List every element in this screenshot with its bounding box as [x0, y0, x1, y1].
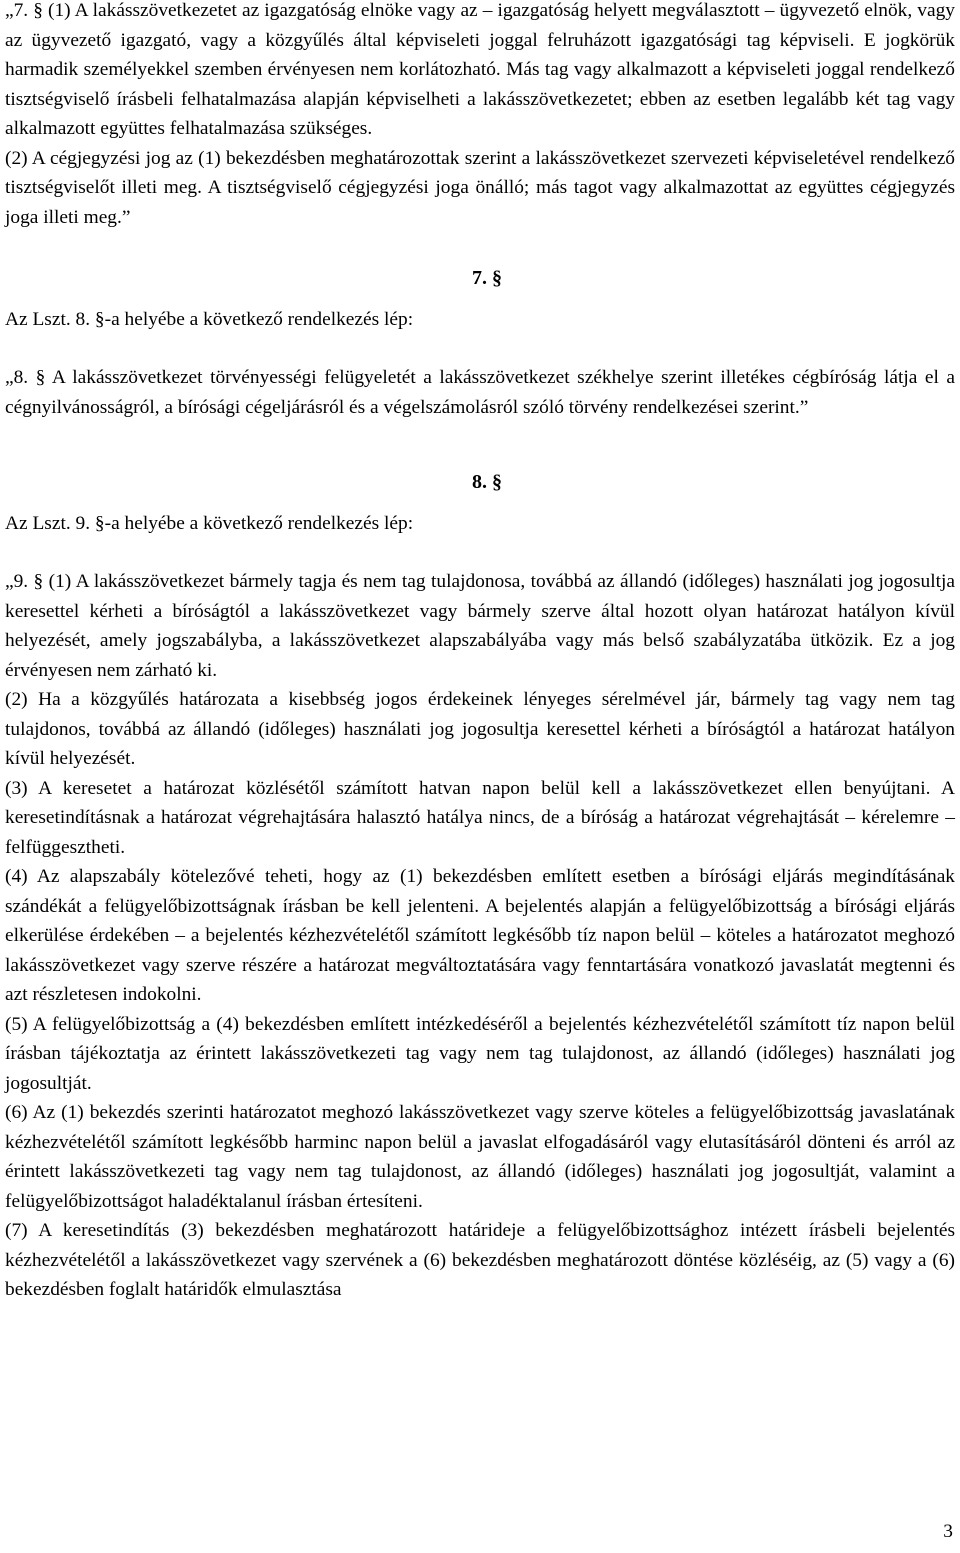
section-heading-8: 8. § — [472, 471, 502, 493]
paragraph: (2) Ha a közgyűlés határozata a kisebbség jogos érdekeinek lényeges sérelmével jár, bármely tag vagy nem tag tulajdonos, továbbá az állandó (időleges) használati jog jogosultja keresettel kérheti a bíróságtól a határozat hatályon kívül helyezését. — [5, 689, 955, 769]
paragraph: (7) A keresetindítás (3) bekezdésben meghatározott határideje a felügyelőbizottsághoz intézett írásbeli bejelentés kézhezvételétől a lakásszövetkezet vagy szervének a (6) bekezdésben meghatározott döntése közléséig, az (5) vagy a (6) bekezdésben foglalt határidők elmulasztása — [5, 1220, 955, 1300]
section-9-text — [5, 567, 955, 1305]
amendment-intro-8: Az Lszt. 8. §-a helyébe a következő rendelkezés lép: — [5, 309, 414, 330]
section-8-text — [5, 363, 955, 422]
paragraph: „9. § (1) A lakásszövetkezet bármely tagja és nem tag tulajdonosa, továbbá az állandó (időleges) használati jog jogosultja keresettel kérheti a bíróságtól a lakásszövetkezet vagy bármely szerve által hozott olyan határozat hatályon kívül helyezését, amely jogszabályba, a lakásszövetkezet alapszabályába vagy más belső szabályzatába ütközik. Ez a jog érvényesen nem zárható ki. — [5, 571, 955, 681]
section-heading-7: 7. § — [472, 267, 502, 289]
paragraph: (4) Az alapszabály kötelezővé teheti, hogy az (1) bekezdésben említett esetben a bírósági eljárás megindításának szándékát a felügyelőbizottságnak írásban be kell jelenteni. A bejelentés alapján a felügyelőbizottság a bírósági eljárás elkerülése érdekében – a bejelentés kézhezvételétől számított legkésőbb tíz napon belül – köteles a határozatot meghozó lakásszövetkezet vagy szerve részére a határozat megváltoztatására vagy fenntartására vonatkozó javaslatát megtenni és azt részletesen indokolni. — [5, 866, 955, 1005]
paragraph: (6) Az (1) bekezdés szerinti határozatot meghozó lakásszövetkezet vagy szerve köteles a felügyelőbizottság javaslatának kézhezvételétől számított legkésőbb harminc napon belül a javaslat elfogadásáról vagy elutasításáról dönteni és arról az érintett lakásszövetkezeti tag vagy nem tag tulajdonost, az állandó (időleges) használati jog jogosultját, valamint a felügyelőbizottságot haladéktalanul írásban értesíteni. — [5, 1102, 955, 1212]
paragraph: (3) A keresetet a határozat közlésétől számított hatvan napon belül kell a lakásszövetkezet ellen benyújtani. A keresetindításnak a határozat végrehajtására halasztó hatálya nincs, de a bíróság a határozat végrehajtását – kérelemre – felfüggesztheti. — [5, 777, 955, 858]
page-number: 3 — [943, 1521, 953, 1542]
paragraph: „7. § (1) A lakásszövetkezetet az igazgatóság elnöke vagy az – igazgatóság helyett megválasztott – ügyvezető elnök, vagy az ügyvezető igazgató, vagy a közgyűlés által képviseleti joggal felruházott igazgatósági tag képviseli. E jogkörük harmadik személyekkel szemben érvényesen nem korlátozható. Más tag vagy alkalmazott a képviseleti joggal rendelkező tisztségviselő írásbeli felhatalmazása alapján képviselheti a lakásszövetkezetet; ebben az esetben legalább két tag vagy alkalmazott együttes felhatalmazása szükséges. — [5, 0, 955, 139]
amendment-intro-9: Az Lszt. 9. §-a helyébe a következő rendelkezés lép: — [5, 513, 414, 534]
section-7-text — [5, 0, 955, 232]
paragraph: (2) A cégjegyzési jog az (1) bekezdésben meghatározottak szerint a lakásszövetkezet szervezeti képviseletével rendelkező tisztségviselőt illeti meg. A tisztségviselő cégjegyzési joga önálló; más tagot vagy alkalmazottat az együttes cégjegyzés joga illeti meg.” — [5, 147, 955, 228]
paragraph: „8. § A lakásszövetkezet törvényességi felügyeletét a lakásszövetkezet székhelye szerint illetékes cégbíróság látja el a cégnyilvánosságról, a bírósági cégeljárásról és a végelszámolásról szóló törvény rendelkezései szerint.” — [5, 367, 955, 418]
document-page — [5, 0, 955, 1305]
paragraph: (5) A felügyelőbizottság a (4) bekezdésben említett intézkedéséről a bejelentés kézhezvételétől számított tíz napon belül írásban tájékoztatja az érintett lakásszövetkezeti tag vagy nem tag tulajdonost, az állandó (időleges) használati jog jogosultját. — [5, 1013, 955, 1094]
